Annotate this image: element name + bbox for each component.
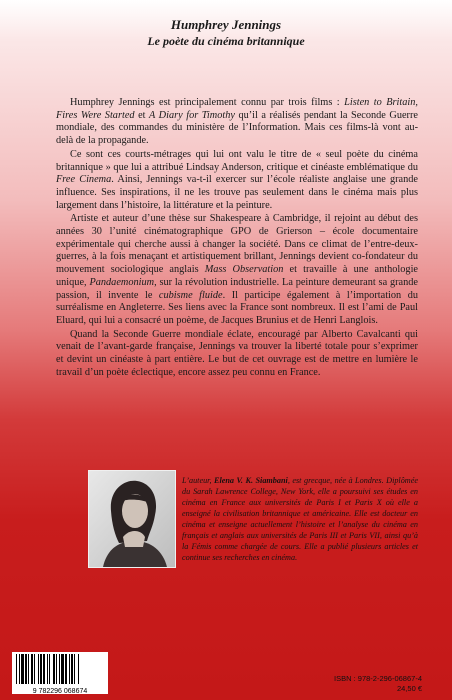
barcode-bar	[69, 654, 70, 684]
text-span: et travaille à une anthologie unique,	[56, 264, 419, 288]
barcode-bar	[49, 654, 50, 684]
blurb-paragraph-3	[56, 213, 418, 327]
barcode-bar	[28, 654, 29, 684]
barcode-bar	[38, 654, 39, 684]
barcode-bar	[31, 654, 33, 684]
photo-spacer	[90, 475, 182, 569]
book-subtitle: Le poète du cinéma britannique	[147, 34, 305, 48]
book-title: Humphrey Jennings	[170, 17, 282, 32]
barcode-bar	[16, 654, 17, 684]
barcode-bar	[53, 654, 55, 684]
isbn-block	[334, 674, 422, 694]
film-title: A Diary for Timothy	[149, 109, 235, 121]
text-span: . Il participe également à l’importation du surréalisme en Angleterre. Ses liens avec la France sont nombreux. Il est l’ami de Paul Eluard, qui lui a consacré un poème, de Jacques Brunius et de Henri Langlois.	[56, 289, 419, 326]
title-block	[0, 16, 452, 49]
barcode-bar	[34, 654, 35, 684]
text-span: L’auteur,	[182, 476, 214, 485]
text-span: , est grecque, née à Londres. Diplômée du Sarah Lawrence College, New York, elle a poursuivi ses études en cinéma en France aux universités de Paris I et Paris X où elle a enseigné la civilisation britannique et américaine. Elle est docteur en cinéma et enseigne actuellement l’histoire et l’analyse du cinéma en français et anglais aux universités de Paris III et Paris VII, ainsi qu’à la Fémis comme chargée de cours. Elle a publié plusieurs articles et continue ses recherches en cinéma.	[182, 476, 418, 562]
barcode-digits: 9 782296 068674	[32, 688, 88, 695]
barcode-bar	[47, 654, 48, 684]
blurb-paragraph-1	[56, 97, 418, 148]
text-span: Artiste et auteur d’une thèse sur Shakespeare à Cambridge, il rejoint au début des années 30 l’unité cinématographique GPO de Grierson – école documentaire expérimentale qui cherche aussi à changer la société. Dans ce climat de l’entre-deux-guerres, à la fois menaçant et artistiquement brillant, Jennings devient co-fondateur du mouvement sociologique anglais	[56, 213, 418, 276]
barcode-bar	[43, 654, 45, 684]
barcode-bars	[12, 652, 108, 686]
movement-name: Mass Observation	[204, 264, 284, 276]
work-title: Pandaemonium	[89, 276, 155, 288]
movement-name: Free Cinema	[56, 174, 112, 186]
blurb-paragraph-2	[56, 149, 418, 213]
text-span: qu’il a réalisés pendant la Seconde Guerre mondiale, des commandes du ministère de l’Information. Mais ces films-là vont au-delà de la propagande.	[56, 109, 418, 147]
barcode-bar	[19, 654, 20, 684]
barcode-bar	[56, 654, 57, 684]
barcode-bar	[59, 654, 60, 684]
text-span: Ce sont ces courts-métrages qui lui ont valu le titre de « seul poète du cinéma britannique » que lui a attribué Lindsay Anderson, critique et cinéaste emblématique du	[56, 148, 418, 173]
film-title: Listen to Britain, Fires Were Started	[56, 97, 418, 121]
text-span: Humphrey Jennings est principalement connu par trois films :	[70, 97, 345, 108]
barcode-bar	[74, 654, 75, 684]
barcode-bar	[71, 654, 73, 684]
barcode-bar	[25, 654, 27, 684]
blurb-text	[56, 97, 418, 379]
barcode-bar	[78, 654, 79, 684]
text-span: . Ainsi, Jennings va-t-il exercer sur l’école réaliste anglaise une grande influence. Ses inspirations, il ne les trouve pas seulement dans le cinéma mais plus largement dans l’histoire, la littérature et la peinture.	[56, 174, 418, 211]
style-name: cubisme fluide	[158, 289, 223, 301]
blurb-paragraph-4: Quand la Seconde Guerre mondiale éclate, encouragé par Alberto Cavalcanti qui venait de l’avant-garde française, Jennings va trouver la liberté totale pour s’exprimer et devint un cinéaste à part entière. Le but de cet ouvrage est de mettre en lumière le travail d’un poète éclectique, encore assez peu connu en France.	[56, 328, 418, 378]
barcode-bar	[65, 654, 67, 684]
price: 24,50 €	[396, 684, 422, 693]
barcode-bar	[40, 654, 42, 684]
text-span: et	[134, 109, 150, 121]
author-bio	[90, 475, 418, 569]
text-span: , sur la révolution industrielle. La peinture demeurant sa grande passion, il invente le	[56, 276, 418, 301]
isbn-number: ISBN : 978-2-296-06867-4	[334, 674, 422, 683]
barcode-bar	[61, 654, 64, 684]
barcode-bar	[21, 654, 24, 684]
author-name: Elena V. K. Siambani	[214, 476, 288, 485]
